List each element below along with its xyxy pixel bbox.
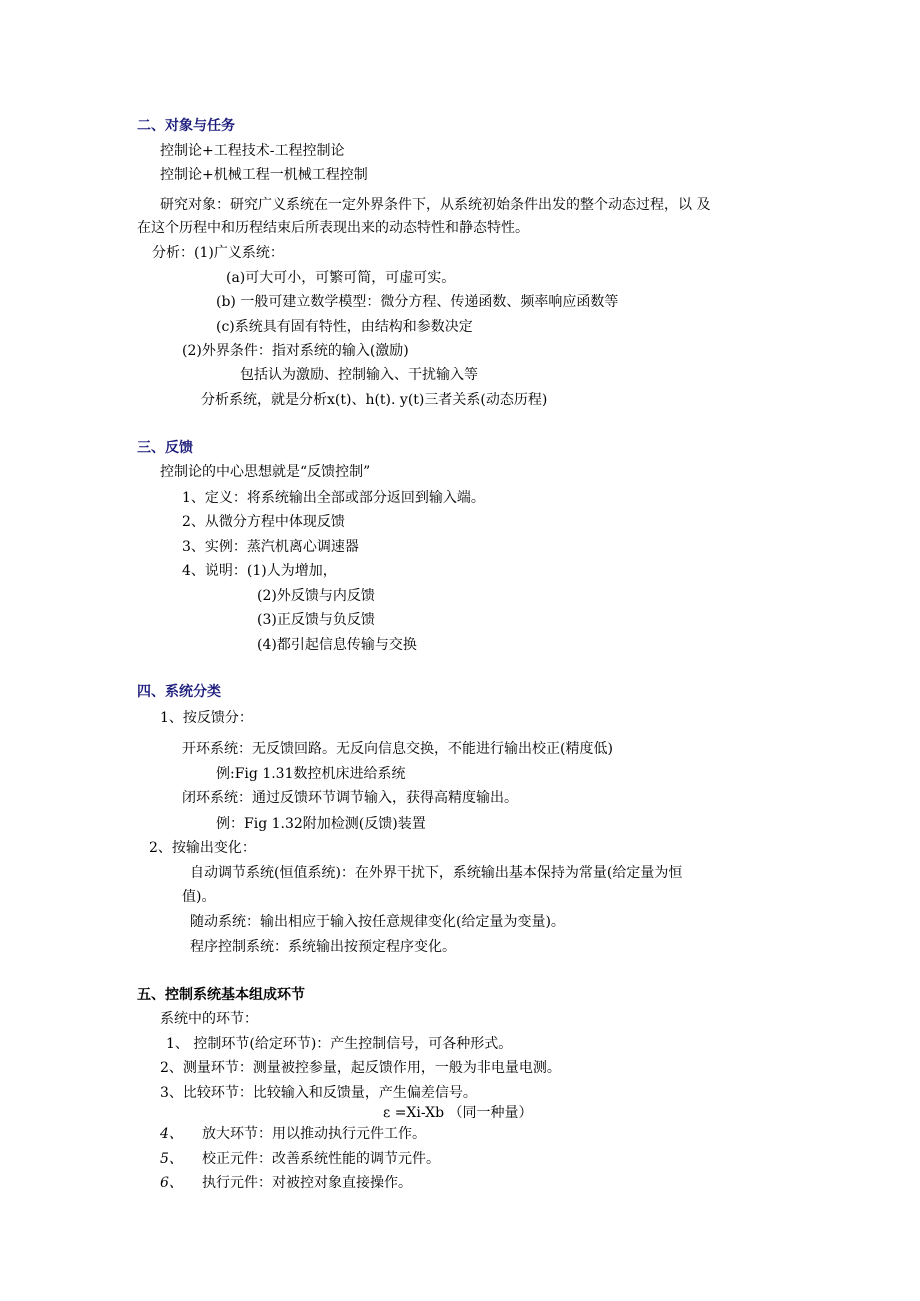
item-text: 放大环节：用以推动执行元件工作。 (202, 1126, 426, 1142)
text-line: 开环系统：无反馈回路。无反向信息交换，不能进行输出校正(精度低) (182, 741, 613, 757)
text-line: 3、比较环节：比较输入和反馈量，产生偏差信号。 (160, 1085, 477, 1101)
text-line: 系统中的环节： (160, 1011, 258, 1027)
section-heading-objects-tasks: 二、对象与任务 (137, 118, 235, 134)
text-line: 1、按反馈分： (160, 710, 253, 726)
text-line: 2、测量环节：测量被控参量，起反馈作用，一般为非电量电测。 (160, 1060, 561, 1076)
text-line: 2、从微分方程中体现反馈 (182, 514, 345, 530)
text-line: 1、定义：将系统输出全部或部分返回到输入端。 (182, 490, 485, 506)
text-line: 控制论+机械工程一机械工程控制 (160, 167, 368, 183)
text-line: 分析系统，就是分析x(t)、h(t). y(t)三者关系(动态历程) (201, 392, 548, 408)
text-line: 控制论+工程技术-工程控制论 (160, 143, 345, 159)
text-line: 分析：(1)广义系统： (152, 245, 284, 261)
item-text: 校正元件：改善系统性能的调节元件。 (202, 1151, 440, 1167)
text-line: 3、实例：蒸汽机离心调速器 (182, 539, 359, 555)
formula-epsilon: ε =Xi-Xb （同一种量） (383, 1105, 533, 1121)
item-number: 4、 (160, 1126, 183, 1142)
text-line: 控制论的中心思想就是“反馈控制” (160, 464, 371, 480)
text-line: 在这个历程中和历程结束后所表现出来的动态特性和静态特性。 (137, 220, 529, 236)
text-line: (a)可大可小，可繁可简，可虚可实。 (226, 270, 456, 286)
text-line: 2、按输出变化： (149, 840, 256, 856)
text-line: 值)。 (182, 889, 216, 905)
item-text: 执行元件：对被控对象直接操作。 (202, 1175, 412, 1191)
text-line: 研究对象：研究广义系统在一定外界条件下，从系统初始条件出发的整个动态过程，以 及 (160, 197, 711, 213)
item-number: 5、 (160, 1151, 183, 1167)
text-line: (2)外界条件：指对系统的输入(激励) (182, 343, 409, 359)
text-line: 程序控制系统：系统输出按预定程序变化。 (190, 939, 456, 955)
text-line: 包括认为激励、控制输入、干扰输入等 (240, 367, 478, 383)
text-line: 4、说明：(1)人为增加， (182, 563, 337, 579)
text-line: (b) 一般可建立数学模型：微分方程、传递函数、频率响应函数等 (216, 294, 619, 310)
text-line: (4)都引起信息传输与交换 (257, 637, 417, 653)
text-line: 随动系统：输出相应于输入按任意规律变化(给定量为变量)。 (190, 914, 565, 930)
section-heading-feedback: 三、反馈 (137, 440, 193, 456)
text-line: 闭环系统：通过反馈环节调节输入，获得高精度输出。 (182, 790, 518, 806)
text-line: (2)外反馈与内反馈 (257, 588, 375, 604)
text-line: 例：Fig 1.32附加检测(反馈)装置 (216, 816, 426, 832)
text-line: 自动调节系统(恒值系统)：在外界干扰下，系统输出基本保持为常量(给定量为恒 (190, 865, 683, 881)
section-heading-basic-components: 五、控制系统基本组成环节 (137, 987, 305, 1003)
text-line: 1、 控制环节(给定环节)：产生控制信号，可各种形式。 (166, 1036, 513, 1052)
item-number: 6、 (160, 1175, 183, 1191)
text-line: (3)正反馈与负反馈 (257, 612, 375, 628)
text-line: 例:Fig 1.31数控机床进给系统 (216, 766, 406, 782)
text-line: (c)系统具有固有特性，由结构和参数决定 (216, 319, 473, 335)
section-heading-system-classification: 四、系统分类 (137, 684, 221, 700)
